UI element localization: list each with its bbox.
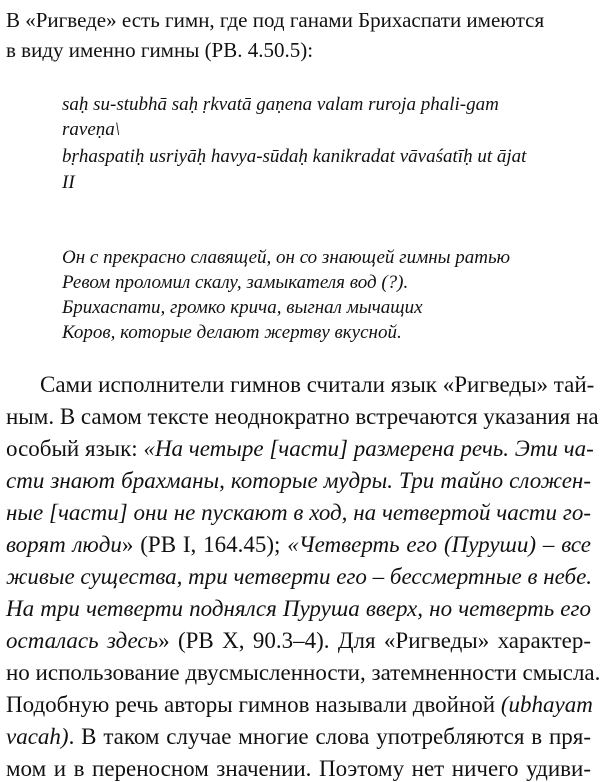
quote-text: осталась здесь: [6, 628, 159, 653]
verse-line-3: bṛhaspatiḥ usriyāḥ havya-sūdaḥ kanikradat vāvaśatīḥ ut ājat: [62, 146, 527, 167]
term-text: vacah): [6, 724, 69, 749]
paragraph-text: » (РВ X, 90.3–4). Для «Ригведы» характер-: [158, 628, 592, 653]
intro-line-2: в виду именно гимны (РВ. 4.50.5):: [6, 38, 314, 62]
paragraph-line-7: живые существа, три четверти его – бессмертные в небе.: [6, 564, 593, 589]
paragraph-line-2: ным. В самом тексте неоднократно встречаются указания на: [6, 404, 599, 429]
paragraph-text: Подобную речь авторы гимнов называли двойной: [6, 692, 501, 717]
intro-line-1: В «Ригведе» есть гимн, где под ганами Брихаспати имеются: [6, 8, 545, 32]
paragraph-line-8: На три четверти поднялся Пуруша вверх, но четверть его: [6, 596, 591, 621]
translation-line-4: Коров, которые делают жертву вкусной.: [62, 322, 402, 343]
verse-line-1: saḥ su-stubhā saḥ ṛkvatā gaṇena valam ruroja phali-gam: [62, 94, 499, 115]
paragraph-text: . В таком случае многие слова употребляются в пря-: [68, 724, 591, 749]
paragraph-line-4: сти знают брахманы, которые мудры. Три тайно сложен-: [6, 468, 591, 493]
paragraph-text: особый язык:: [6, 436, 144, 461]
quote-text: ворят люди: [6, 532, 122, 557]
verse-line-2: raveṇa\: [62, 119, 121, 140]
verse-line-4: II: [62, 172, 75, 193]
paragraph-line-6: [6, 532, 591, 558]
paragraph-line-5: ные [части] они не пускают в ход, на четвертой части го-: [6, 500, 591, 525]
paragraph-line-10: но использование двусмысленности, затемненности смысла.: [6, 660, 600, 685]
translation-line-1: Он с прекрасно славящей, он со знающей гимны ратью: [62, 247, 511, 268]
paragraph-line-1: Сами исполнители гимнов считали язык «Ригведы» тай-: [40, 372, 595, 397]
paragraph-text: » (РВ I, 164.45);: [121, 532, 288, 557]
translation-line-2: Ревом проломил скалу, замыкателя вод (?).: [62, 272, 409, 293]
paragraph-line-13: мом и в переносном значении. Поэтому нет ничего удиви-: [6, 756, 591, 781]
translation-line-3: Брихаспати, громко крича, выгнал мычащих: [62, 297, 423, 318]
quote-text: «Четверть его (Пуруши) – все: [287, 532, 592, 557]
paragraph-line-3: [6, 436, 594, 462]
term-text: (ubhayam: [500, 692, 593, 717]
paragraph-line-12: [6, 724, 591, 750]
paragraph-line-9: [6, 628, 591, 654]
paragraph-line-11: [6, 692, 591, 718]
quote-text: «На четыре [части] размерена речь. Эти ча-: [143, 436, 594, 461]
